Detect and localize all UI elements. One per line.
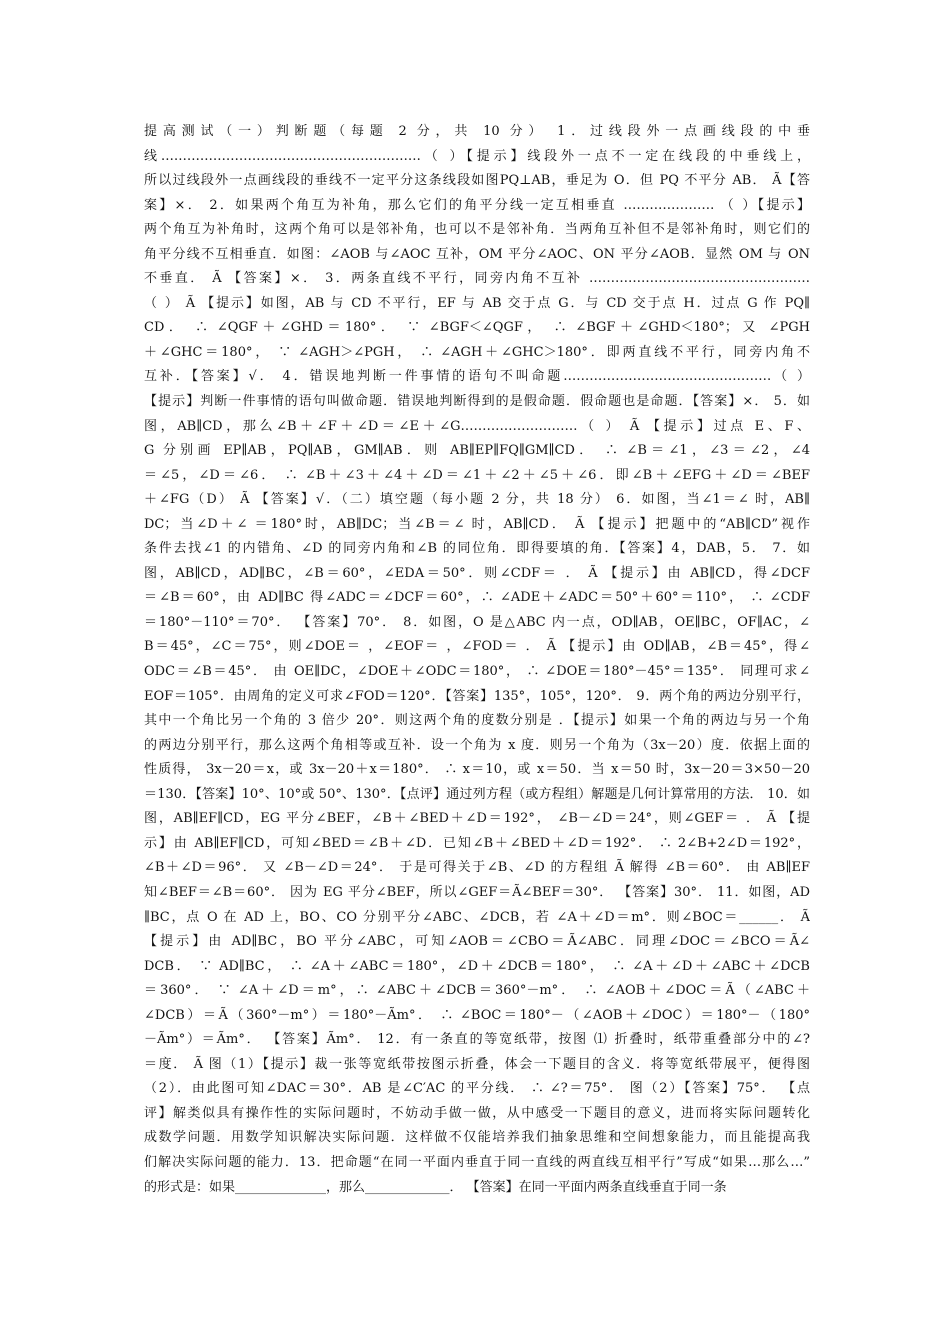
- text-line: 不垂直． Ã 【答案】×． 3．两条直线不平行，同旁内角不互补 ……………………………………………: [144, 271, 810, 287]
- text-line: 评】解类似具有操作性的实际问题时，不妨动手做一做，从中感受一下题目的意义，进而将实际问题转化: [144, 1105, 810, 1121]
- text-line: 知∠BEF＝∠B＝60°． 因为 EG 平分∠BEF，所以∠GEF＝Ã∠BEF＝30°． 【答案】30°． 11．如图，AD: [144, 884, 810, 900]
- text-line: 的两边分别平行，那么这两个角相等或互补．设一个角为 x 度．则另一个角为（3x－20）度．依据上面的: [144, 737, 810, 753]
- text-line: ＝∠5，∠D＝∠6． ∴ ∠B＋∠3＋∠4＋∠D＝∠1＋∠2＋∠5＋∠6．即∠B＋∠EFG＋∠D＝∠BEF: [144, 467, 810, 483]
- text-line: 两个角互为补角时，这两个角可以是邻补角，也可以不是邻补角．当两角互补但不是邻补角时，则它们的: [144, 222, 810, 238]
- text-line: ＝180°－110°＝70°． 【答案】70°． 8．如图，O 是△ABC 内一点，OD∥AB，OE∥BC，OF∥AC，∠: [144, 614, 810, 630]
- text-line: ＋∠GHC＝180°， ∵ ∠AGH＞∠PGH， ∴ ∠AGH＋∠GHC＞180°．即两直线不平行，同旁内角不: [144, 344, 810, 360]
- text-line: 条件去找∠1 的内错角、∠D 的同旁内角和∠B 的同位角．即得要填的角．【答案】4，DAB，5． 7．如: [144, 541, 810, 557]
- text-line: 提高测试（一）判断题（每题 2 分，共 10 分） 1．过线段外一点画线段的中垂: [144, 124, 810, 139]
- text-line: 的形式是：如果______________，那么_____________． 【答案】在同一平面内两条直线垂直于同一条: [144, 1179, 727, 1195]
- text-line: 性质得， 3x－20＝x，或 3x－20＋x＝180°． ∴ x＝10，或 x＝50．当 x＝50 时，3x－20＝3×50－20: [144, 762, 810, 778]
- text-line: ＝度． Ã 图（1）【提示】裁一张等宽纸带按图示折叠，体会一下题目的含义．将等宽纸带展平，便得图: [144, 1056, 810, 1072]
- text-line: ∠DCB）＝Ã（360°－m°）＝180°－Ãm°． ∴ ∠BOC＝180°－（∠AOB＋∠DOC）＝180°－（180°: [144, 1007, 810, 1023]
- text-line: B＝45°，∠C＝75°，则∠DOE＝ ，∠EOF＝ ，∠FOD＝ ． Ã 【提示】由 OD∥AB，∠B＝45°，得∠: [144, 639, 810, 655]
- text-line: 图，AB∥CD，那么∠B＋∠F＋∠D＝∠E＋∠G………………………（ ） Ã 【提示】过点 E、F、: [144, 418, 810, 434]
- text-line: ＋∠FG（D） Ã 【答案】√．（二）填空题（每小题 2 分，共 18 分） 6．如图，当∠1＝∠ 时，AB∥: [144, 492, 810, 508]
- text-line: －Ãm°）＝Ãm°． 【答案】Ãm°． 12．有一条直的等宽纸带，按图 ⑴ 折叠时，纸带重叠部分中的∠?: [144, 1032, 810, 1048]
- text-line: （ ） Ã 【提示】如图，AB 与 CD 不平行，EF 与 AB 交于点 G．与 CD 交于点 H．过点 G 作 PQ∥: [144, 295, 810, 311]
- text-line: 案】×． 2．如果两个角互为补角，那么它们的角平分线一定互相垂直 ………………… （ ）【提示】: [144, 197, 810, 213]
- text-line: G 分别画 EP∥AB，PQ∥AB，GM∥AB．则 AB∥EP∥FQ∥GM∥CD． ∴ ∠B＝∠1，∠3＝∠2，∠4: [144, 443, 810, 459]
- text-line: 【提示】由 AD∥BC，BO 平分∠ABC，可知∠AOB＝∠CBO＝Ã∠ABC．同理∠DOC＝∠BCO＝Ã∠: [144, 934, 810, 950]
- document-body: [144, 120, 810, 1200]
- text-line: ＝130．【答案】10°、10°或 50°、130°．【点评】通过列方程（或方程组）解题是几何计算常用的方法． 10．如: [144, 786, 810, 802]
- text-line: ∠B＋∠D＝96°． 又 ∠B－∠D＝24°． 于是可得关于∠B、∠D 的方程组 Ã 解得 ∠B＝60°． 由 AB∥EF: [144, 860, 810, 876]
- text-line: 所以过线段外一点画线段的垂线不一定平分这条线段如图PQ⊥AB，垂足为 O．但 PQ 不平分 AB． Ã【答: [144, 173, 810, 189]
- text-line: ＝∠B＝60°，由 AD∥BC 得∠ADC＝∠DCF＝60°，∴ ∠ADE＋∠ADC＝50°＋60°＝110°， ∴ ∠CDF: [144, 590, 810, 606]
- text-line: （2）．由此图可知∠DAC＝30°．AB 是∠C′AC 的平分线． ∴ ∠?＝75°． 图（2）【答案】75°． 【点: [144, 1081, 810, 1097]
- text-line: 其中一个角比另一个角的 3 倍少 20°．则这两个角的度数分别是 ．【提示】如果一个角的两边与另一个角: [144, 713, 810, 729]
- text-line: 图，AB∥EF∥CD，EG 平分∠BEF，∠B＋∠BED＋∠D＝192°， ∠B－∠D＝24°，则∠GEF＝ ． Ã 【提: [144, 811, 810, 827]
- text-line: 成数学问题．用数学知识解决实际问题．这样做不仅能培养我们抽象思维和空间想象能力，而且能提高我: [144, 1130, 810, 1146]
- text-line: 角平分线不互相垂直．如图：∠AOB 与∠AOC 互补，OM 平分∠AOC、ON 平分∠AOB．显然 OM 与 ON: [144, 246, 810, 262]
- text-line: ＝360°． ∵ ∠A＋∠D＝m°，∴ ∠ABC＋∠DCB＝360°－m°． ∴ ∠AOB＋∠DOC＝Ã（∠ABC＋: [144, 983, 810, 999]
- text-line: 示】由 AB∥EF∥CD，可知∠BED＝∠B＋∠D．已知∠B＋∠BED＋∠D＝192°． ∴ 2∠B+2∠D＝192°，: [144, 835, 810, 851]
- text-line: DCB． ∵ AD∥BC， ∴ ∠A＋∠ABC＝180°，∠D＋∠DCB＝180°， ∴ ∠A＋∠D＋∠ABC＋∠DCB: [144, 958, 810, 974]
- text-line: ODC＝∠B＝45°． 由 OE∥DC，∠DOE＋∠ODC＝180°， ∴ ∠DOE＝180°－45°＝135°． 同理可求∠: [144, 664, 810, 680]
- text-line: ∥BC，点 O 在 AD 上，BO、CO 分别平分∠ABC、∠DCB，若 ∠A＋∠D＝m°．则∠BOC＝______． Ã: [144, 909, 810, 925]
- text-line: EOF＝105°．由周角的定义可求∠FOD＝120°．【答案】135°，105°，120°． 9．两个角的两边分别平行，: [144, 688, 810, 704]
- text-line: 互补．【答案】√． 4．错误地判断一件事情的语句不叫命题…………………………………………（ ）: [144, 369, 810, 385]
- text-line: CD． ∴ ∠QGF＋∠GHD＝180°． ∵ ∠BGF＜∠QGF， ∴ ∠BGF＋∠GHD＜180°；又 ∠PGH: [144, 320, 810, 336]
- text-line: 图，AB∥CD，AD∥BC，∠B＝60°，∠EDA＝50°．则∠CDF＝ ． Ã 【提示】由 AB∥CD，得∠DCF: [144, 565, 810, 581]
- text-line: 线……………………………………………………（ ）【提示】线段外一点不一定在线段的中垂线上，: [144, 148, 810, 164]
- text-line: DC；当∠D＋∠ ＝180°时，AB∥DC；当∠B＝∠ 时，AB∥CD． Ã 【提示】把题中的“AB∥CD”视作: [144, 516, 810, 532]
- text-line: 【提示】判断一件事情的语句叫做命题．错误地判断得到的是假命题．假命题也是命题．【答案】×． 5．如: [144, 394, 810, 410]
- text-line: 们解决实际问题的能力．13．把命题“在同一平面内垂直于同一直线的两直线互相平行”写成“如果…那么…”: [144, 1154, 810, 1170]
